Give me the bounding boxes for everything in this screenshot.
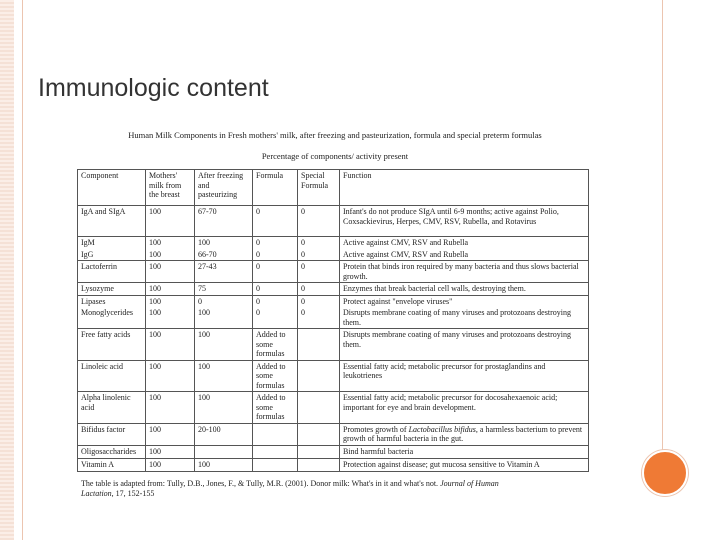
cell-formula: 0: [253, 261, 298, 283]
cell-component: Free fatty acids: [78, 329, 146, 361]
cell-component: Oligosaccharides: [78, 445, 146, 458]
table-row: [78, 445, 589, 458]
column-header-formula: Formula: [253, 170, 298, 206]
cell-special: [298, 329, 340, 361]
function-text: , a harmless bacterium to prevent growth of harmful bacteria in the gut.: [343, 424, 583, 443]
cell-after: 100: [195, 392, 253, 424]
slide-margin-line: [22, 0, 23, 540]
table-row: [78, 458, 589, 471]
cell-after: [195, 445, 253, 458]
cell-component: Vitamin A: [78, 458, 146, 471]
cell-after: 75: [195, 283, 253, 296]
cell-formula: [253, 445, 298, 458]
table-row: [78, 329, 589, 361]
cell-mothers: 100: [146, 249, 195, 261]
cell-formula: 0: [253, 307, 298, 329]
source-note: [81, 479, 511, 499]
cell-mothers: 100: [146, 392, 195, 424]
cell-mothers: 100: [146, 423, 195, 445]
cell-formula: Added to some formulas: [253, 360, 298, 392]
column-header-component: Component: [78, 170, 146, 206]
cell-special: [298, 423, 340, 445]
cell-mothers: 100: [146, 458, 195, 471]
cell-function: Protect against "envelope viruses": [340, 295, 589, 307]
column-header-special-formula: Special Formula: [298, 170, 340, 206]
slide-right-line: [662, 0, 663, 450]
column-header-mothers-milk: Mothers' milk from the breast: [146, 170, 195, 206]
column-header-function: Function: [340, 170, 589, 206]
cell-special: 0: [298, 249, 340, 261]
cell-mothers: 100: [146, 295, 195, 307]
table-row: [78, 423, 589, 445]
bacterium-name: Lactobacillus bifidus: [408, 424, 476, 434]
cell-function: Essential fatty acid; metabolic precursor for docosahexaenoic acid; important for eye and brain development.: [340, 392, 589, 424]
cell-function: Infant's do not produce SIgA until 6-9 months; active against Polio, Coxsackievirus, Herpes, CMV, RSV, Rubella, and Rotavirus: [340, 206, 589, 237]
cell-mothers: 100: [146, 360, 195, 392]
table-header-row: [78, 170, 589, 206]
cell-function: [340, 423, 589, 445]
journal-volume: , 17, 152-155: [111, 489, 155, 498]
cell-component: IgM: [78, 237, 146, 249]
cell-mothers: 100: [146, 445, 195, 458]
cell-formula: [253, 458, 298, 471]
cell-formula: [253, 423, 298, 445]
cell-after: 66-70: [195, 249, 253, 261]
cell-special: 0: [298, 295, 340, 307]
cell-special: [298, 392, 340, 424]
cell-formula: 0: [253, 249, 298, 261]
cell-function: Disrupts membrane coating of many viruses and protozoans destroying them.: [340, 329, 589, 361]
cell-formula: Added to some formulas: [253, 329, 298, 361]
cell-after: 27-43: [195, 261, 253, 283]
cell-component: Alpha linolenic acid: [78, 392, 146, 424]
slide-title: Immunologic content: [38, 74, 269, 102]
table-row: [78, 237, 589, 249]
table-row: [78, 360, 589, 392]
cell-mothers: 100: [146, 206, 195, 237]
cell-component: Linoleic acid: [78, 360, 146, 392]
cell-mothers: 100: [146, 307, 195, 329]
cell-after: 0: [195, 295, 253, 307]
cell-function: Enzymes that break bacterial cell walls, destroying them.: [340, 283, 589, 296]
cell-function: Protection against disease; gut mucosa sensitive to Vitamin A: [340, 458, 589, 471]
decorative-orange-circle: [642, 450, 688, 496]
cell-mothers: 100: [146, 329, 195, 361]
table-row: [78, 261, 589, 283]
table-subcaption: Percentage of components/ activity present: [261, 151, 409, 161]
cell-function: Bind harmful bacteria: [340, 445, 589, 458]
cell-mothers: 100: [146, 261, 195, 283]
cell-function: Active against CMV, RSV and Rubella: [340, 237, 589, 249]
table-row: [78, 206, 589, 237]
cell-formula: 0: [253, 237, 298, 249]
cell-formula: Added to some formulas: [253, 392, 298, 424]
cell-component: Lysozyme: [78, 283, 146, 296]
cell-special: 0: [298, 307, 340, 329]
cell-component: Lipases: [78, 295, 146, 307]
cell-formula: 0: [253, 295, 298, 307]
cell-mothers: 100: [146, 237, 195, 249]
slide-left-stripe: [0, 0, 14, 540]
table-row: [78, 283, 589, 296]
cell-component: IgA and SIgA: [78, 206, 146, 237]
cell-component: Monoglycerides: [78, 307, 146, 329]
cell-special: [298, 445, 340, 458]
cell-component: Lactoferrin: [78, 261, 146, 283]
components-table: [77, 169, 589, 472]
cell-after: 100: [195, 237, 253, 249]
cell-after: 100: [195, 360, 253, 392]
journal-name: Journal of Human Lactation: [81, 479, 499, 498]
function-text: Promotes growth of: [343, 424, 409, 434]
table-row: [78, 249, 589, 261]
table-row: [78, 392, 589, 424]
source-text: The table is adapted from: Tully, D.B., Jones, F., & Tully, M.R. (2001). Donor milk: What's in it and what's not.: [81, 479, 439, 488]
column-header-after-freezing: After freezing and pasteurizing: [195, 170, 253, 206]
cell-mothers: 100: [146, 283, 195, 296]
cell-special: [298, 458, 340, 471]
cell-after: 67-70: [195, 206, 253, 237]
cell-component: Bifidus factor: [78, 423, 146, 445]
cell-after: 100: [195, 329, 253, 361]
cell-special: 0: [298, 283, 340, 296]
cell-component: IgG: [78, 249, 146, 261]
table-row: [78, 307, 589, 329]
cell-special: 0: [298, 237, 340, 249]
cell-function: Disrupts membrane coating of many viruses and protozoans destroying them.: [340, 307, 589, 329]
cell-formula: 0: [253, 283, 298, 296]
cell-special: [298, 360, 340, 392]
table-caption: Human Milk Components in Fresh mothers' milk, after freezing and pasteurization, formula and special preterm formulas: [128, 130, 542, 140]
cell-special: 0: [298, 261, 340, 283]
cell-special: 0: [298, 206, 340, 237]
cell-function: Essential fatty acid; metabolic precursor for prostaglandins and leukotrienes: [340, 360, 589, 392]
cell-after: 20-100: [195, 423, 253, 445]
cell-function: Active against CMV, RSV and Rubella: [340, 249, 589, 261]
cell-after: 100: [195, 307, 253, 329]
cell-formula: 0: [253, 206, 298, 237]
cell-after: 100: [195, 458, 253, 471]
table-row: [78, 295, 589, 307]
cell-function: Protein that binds iron required by many bacteria and thus slows bacterial growth.: [340, 261, 589, 283]
